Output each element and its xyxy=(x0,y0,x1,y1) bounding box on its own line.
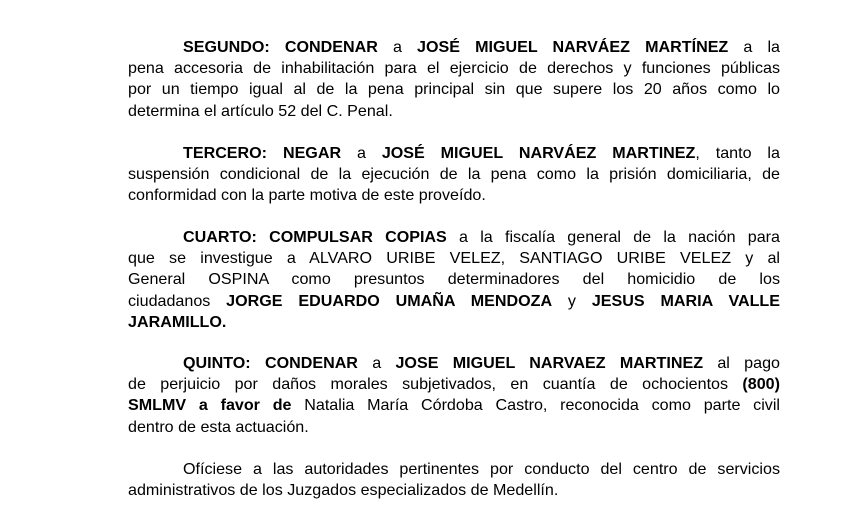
text-run: conformidad con la parte motiva de este proveído. xyxy=(128,186,486,205)
paragraph-cuarto xyxy=(128,227,780,333)
text-run: por un tiempo igual al de la pena principal sin que supere los 20 años como lo xyxy=(128,80,780,99)
bold-run: JOSÉ MIGUEL NARVÁEZ MARTÍNEZ xyxy=(417,38,729,56)
text-line xyxy=(128,291,780,312)
text-line xyxy=(128,417,780,438)
bold-run: TERCERO: NEGAR xyxy=(183,144,342,162)
bold-run: JOSE MIGUEL NARVAEZ MARTINEZ xyxy=(395,354,704,372)
text-run: administrativos de los Juzgados especializados de Medellín. xyxy=(128,481,559,500)
text-line xyxy=(128,227,780,248)
text-run: Natalia María Córdoba Castro, reconocida como parte civil xyxy=(291,396,780,415)
bold-run: JESUS MARIA VALLE xyxy=(591,291,780,310)
text-run: pena accesoria de inhabilitación para el ejercicio de derechos y funciones públicas xyxy=(128,59,780,78)
bold-run: JOSÉ MIGUEL NARVÁEZ MARTINEZ xyxy=(381,144,696,162)
text-line xyxy=(128,395,780,416)
bold-run: (800) xyxy=(742,375,780,394)
text-run: a xyxy=(377,38,418,56)
text-run: a xyxy=(341,144,382,162)
text-run: Ofíciese a las autoridades pertinentes por conducto del centro de servicios xyxy=(183,460,780,478)
text-run: determina el artículo 52 del C. Penal. xyxy=(128,101,393,120)
text-line xyxy=(128,101,780,122)
text-run: a xyxy=(357,354,396,372)
bold-run: JARAMILLO. xyxy=(128,312,227,331)
text-run: de perjuicio por daños morales subjetivados, en cuantía de ochocientos xyxy=(128,375,743,394)
text-run: a la fiscalía general de la nación para xyxy=(446,228,780,246)
text-run: y xyxy=(552,291,592,310)
text-run: al pago xyxy=(703,354,780,372)
text-run: a la xyxy=(728,38,780,56)
paragraph-oficiese xyxy=(128,459,780,501)
bold-run: SEGUNDO: CONDENAR xyxy=(183,38,378,56)
text-run: , tanto la xyxy=(695,144,780,162)
text-line xyxy=(128,459,780,480)
text-line xyxy=(128,312,780,333)
text-line xyxy=(128,480,780,501)
bold-run: SMLMV a favor de xyxy=(128,396,292,415)
text-line xyxy=(128,353,780,374)
bold-run: CUARTO: COMPULSAR COPIAS xyxy=(183,228,447,246)
paragraph-tercero xyxy=(128,143,780,207)
paragraph-segundo xyxy=(128,37,780,122)
paragraph-quinto xyxy=(128,353,780,438)
text-line xyxy=(128,269,780,290)
text-line xyxy=(128,164,780,185)
text-line xyxy=(128,185,780,206)
text-line xyxy=(128,248,780,269)
text-line xyxy=(128,143,780,164)
bold-run: QUINTO: CONDENAR xyxy=(183,354,358,372)
text-run: ciudadanos xyxy=(128,291,227,310)
text-line xyxy=(128,37,780,58)
text-run: suspensión condicional de la ejecución de la pena como la prisión domiciliaria, de xyxy=(128,165,780,184)
text-line xyxy=(128,58,780,79)
text-run: General OSPINA como presuntos determinadores del homicidio de los xyxy=(128,270,780,289)
text-line xyxy=(128,374,780,395)
text-run: que se investigue a ALVARO URIBE VELEZ, SANTIAGO URIBE VELEZ y al xyxy=(128,249,780,268)
text-line xyxy=(128,79,780,100)
text-run: dentro de esta actuación. xyxy=(128,417,309,436)
bold-run: JORGE EDUARDO UMAÑA MENDOZA xyxy=(226,291,553,310)
